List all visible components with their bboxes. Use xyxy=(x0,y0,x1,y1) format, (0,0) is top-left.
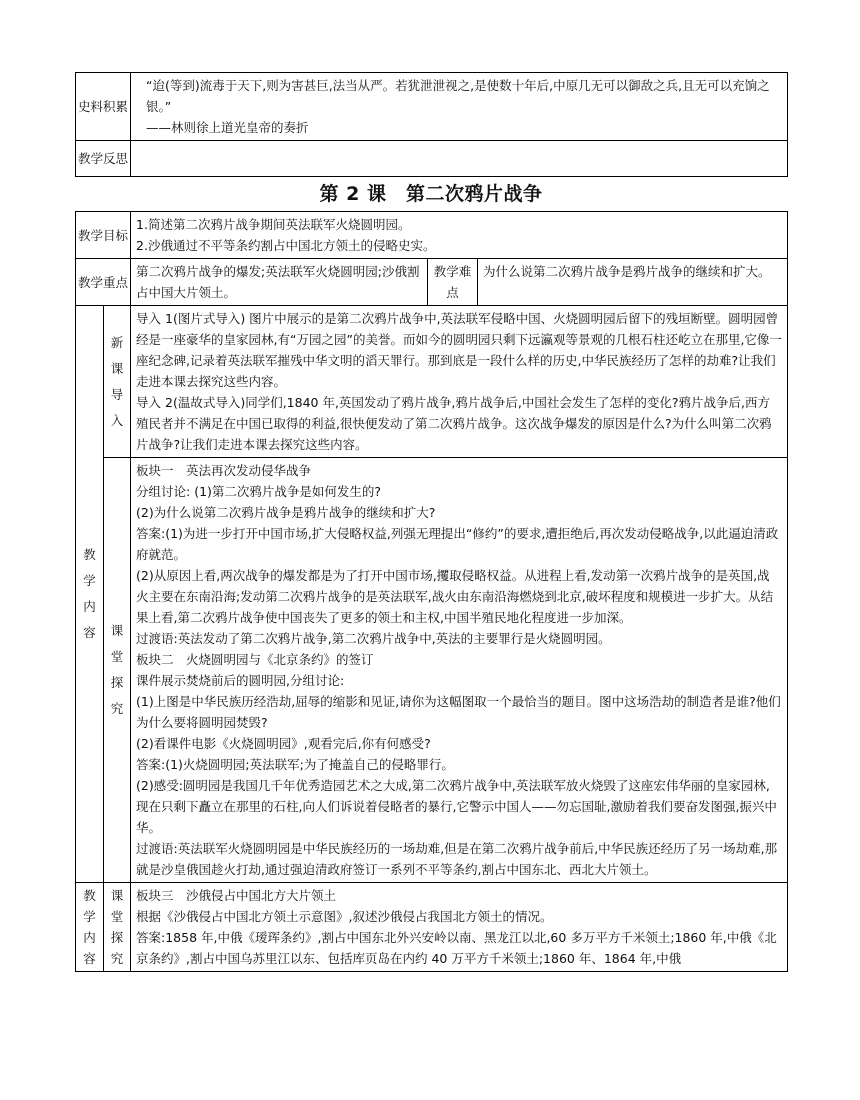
explore-paragraph: (2)为什么说第二次鸦片战争是鸦片战争的继续和扩大? xyxy=(136,505,436,520)
explore-paragraph: 根据《沙俄侵占中国北方领土示意图》,叙述沙俄侵占我国北方领土的情况。 xyxy=(136,909,553,924)
explore-paragraph: 过渡语:英法联军火烧圆明园是中华民族经历的一场劫难,但是在第二次鸦片战争前后,中华民族还经历了另一场劫难,那就是沙皇俄国趁火打劫,通过强迫清政府签订一系列不平等条约,割占中国东北、西北大片领土。 xyxy=(136,841,778,877)
explore-paragraph: 板块二 火烧圆明园与《北京条约》的签订 xyxy=(136,652,374,667)
explore-paragraph: 答案:1858 年,中俄《瑷珲条约》,割占中国东北外兴安岭以南、黑龙江以北,60 多万平方千米领土;1860 年,中俄《北京条约》,割占中国乌苏里江以东、包括库页岛在内约 40 万平方千米领土;1860 年、1864 年,中俄 xyxy=(136,930,777,966)
history-quote-cell xyxy=(131,73,788,141)
reflection-cell xyxy=(131,141,788,177)
key-points-label: 教学重点 xyxy=(76,259,131,306)
explore-paragraph: (2)从原因上看,两次战争的爆发都是为了打开中国市场,攫取侵略权益。从进程上看,发动第一次鸦片战争的是英国,战火主要在东南沿海;发动第二次鸦片战争的是英法联军,战火由东南沿海燃烧到北京,破坏程度和规模进一步扩大。从结果上看,第二次鸦片战争使中国丧失了更多的领土和主权,中国半殖民地化程度进一步加深。 xyxy=(136,568,774,625)
explore-label-2: 课堂探究 xyxy=(104,883,131,972)
explore-cell xyxy=(131,458,788,883)
history-quote: “迨(等到)流毒于天下,则为害甚巨,法当从严。若犹泄泄视之,是使数十年后,中原几无可以御敌之兵,且无可以充饷之银。” xyxy=(146,78,770,114)
lesson-title: 第 2 课 第二次鸦片战争 xyxy=(319,183,543,205)
previous-lesson-table xyxy=(75,72,788,177)
teaching-content-label-2: 教学内容 xyxy=(76,883,104,972)
explore-paragraph: 分组讨论: (1)第二次鸦片战争是如何发生的? xyxy=(136,484,382,499)
difficulty-text: 为什么说第二次鸦片战争是鸦片战争的继续和扩大。 xyxy=(478,259,788,306)
intro-label: 新课导入 xyxy=(104,306,131,458)
goals-label: 教学目标 xyxy=(76,212,131,259)
history-label: 史料积累 xyxy=(76,73,131,141)
lesson-table xyxy=(75,211,788,972)
reflection-label: 教学反思 xyxy=(76,141,131,177)
difficulty-label: 教学难点 xyxy=(428,259,478,306)
goals-cell xyxy=(131,212,788,259)
explore-paragraph: (1)上图是中华民族历经浩劫,屈辱的缩影和见证,请你为这幅图取一个最恰当的题目。图中这场浩劫的制造者是谁?他们为什么要将圆明园焚毁? xyxy=(136,694,781,730)
explore-paragraph: 课件展示焚烧前后的圆明园,分组讨论: xyxy=(136,673,345,688)
history-quote-source: ——林则徐上道光皇帝的奏折 xyxy=(146,120,309,135)
explore-paragraph: 答案:(1)为进一步打开中国市场,扩大侵略权益,列强无理提出“修约”的要求,遭拒绝后,再次发动侵略战争,以此逼迫清政府就范。 xyxy=(136,526,779,562)
explore-paragraph: 板块一 英法再次发动侵华战争 xyxy=(136,463,312,478)
explore-cell-2 xyxy=(131,883,788,972)
goal-item: 1.简述第二次鸦片战争期间英法联军火烧圆明园。 xyxy=(136,217,411,232)
explore-paragraph: 板块三 沙俄侵占中国北方大片领土 xyxy=(136,888,337,903)
key-points-text: 第二次鸦片战争的爆发;英法联军火烧圆明园;沙俄割占中国大片领土。 xyxy=(131,259,428,306)
document-page xyxy=(75,72,787,972)
intro-paragraph: 导入 1(图片式导入) 图片中展示的是第二次鸦片战争中,英法联军侵略中国、火烧圆明园后留下的残垣断壁。圆明园曾经是一座豪华的皇家园林,有“万园之园”的美誉。而如今的圆明园只剩下远瀛观等景观的几根石柱还屹立在那里,它像一座纪念碑,记录着英法联军摧残中华文明的滔天罪行。那到底是一段什么样的历史,中华民族经历了怎样的劫难?让我们走进本课去探究这些内容。 xyxy=(136,311,782,389)
explore-paragraph: (2)感受:圆明园是我国几千年优秀造园艺术之大成,第二次鸦片战争中,英法联军放火烧毁了这座宏伟华丽的皇家园林,现在只剩下矗立在那里的石柱,向人们诉说着侵略者的暴行,它警示中国人——勿忘国耻,激励着我们要奋发图强,振兴中华。 xyxy=(136,778,777,835)
explore-paragraph: 过渡语:英法发动了第二次鸦片战争,第二次鸦片战争中,英法的主要罪行是火烧圆明园。 xyxy=(136,631,611,646)
intro-paragraph: 导入 2(温故式导入)同学们,1840 年,英国发动了鸦片战争,鸦片战争后,中国社会发生了怎样的变化?鸦片战争后,西方殖民者并不满足在中国已取得的利益,很快便发动了第二次鸦片战争。这次战争爆发的原因是什么?为什么叫第二次鸦片战争?让我们走进本课去探究这些内容。 xyxy=(136,395,772,452)
goal-item: 2.沙俄通过不平等条约割占中国北方领土的侵略史实。 xyxy=(136,238,436,253)
explore-paragraph: (2)看课件电影《火烧圆明园》,观看完后,你有何感受? xyxy=(136,736,431,751)
intro-cell xyxy=(131,306,788,458)
teaching-content-label: 教学内容 xyxy=(76,306,104,883)
explore-label: 课堂探究 xyxy=(104,458,131,883)
explore-paragraph: 答案:(1)火烧圆明园;英法联军;为了掩盖自己的侵略罪行。 xyxy=(136,757,454,772)
